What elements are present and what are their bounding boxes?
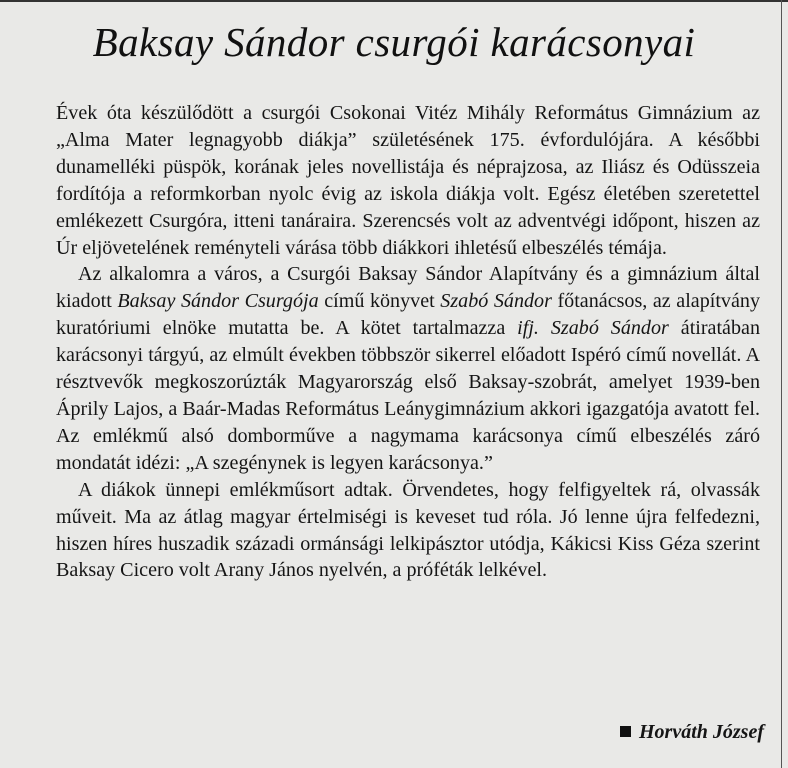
person-name: Szabó Sándor [440,290,552,313]
paragraph-2-segment: Az alkalomra a város, a Csurgói Baksay Sándor Alapítvány és a gimnázium által kiadott [56,263,760,313]
right-rule [781,0,782,768]
square-bullet-icon [620,726,631,737]
author-byline [620,721,764,744]
top-rule [0,0,788,14]
paragraph-2-segment: című könyvet [318,290,441,313]
paragraph-1-text: Évek óta készülődött a csurgói Csokonai Vitéz Mihály Református Gimnázium az „Alma Mater legnagyobb diákja” születésének 175. évfordulójára. A későbbi dunamelléki püspök, korának jeles novellistája és néprajzosa, az Iliász és Odüsszeia fordítója a reformkorban nyolc évig az iskola diákja volt. Egész életében szeretettel emlékezett Csurgóra, itteni tanáraira. Szerencsés volt az adventvégi időpont, hiszen az Úr eljövetelének reményteli várása több diákkori ihletésű elbeszélés témája. [56,102,760,259]
article-title: Baksay Sándor csurgói karácsonyai [92,19,696,65]
paragraph-3-text: A diákok ünnepi emlékműsort adtak. Örvendetes, hogy felfigyeltek rá, olvassák műveit. Ma az átlag magyar értelmiségi is keveset tud róla. Jó lenne újra felfedezni, hiszen híres huszadik századi ormánsági lelkipásztor utódja, Kákicsi Kiss Géza szerint Baksay Cicero volt Arany János nyelvén, a próféták lelkével. [56,478,760,582]
article-body [56,100,760,584]
person-name: ifj. Szabó Sándor [517,317,669,340]
author-name: Horváth József [639,721,764,743]
paragraph-2 [56,261,760,476]
paragraph-1 [56,100,760,261]
paragraph-2-segment: átiratában karácsonyi tárgyú, az elmúlt években többször sikerrel előadott Ispéró című novellát. A résztvevők megkoszorúzták Magyarország első Baksay-szobrát, amelyet 1939-ben Áprily Lajos, a Baár-Madas Református Leánygimnázium akkori igazgatója avatott fel. Az emlékmű alsó domborműve a nagymama karácsonya című elbeszélés záró mondatát idézi: „A szegénynek is legyen karácsonya.” [56,317,760,474]
paragraph-2-segment: főtanácsos, az alapítvány kuratóriumi elnöke mutatta be. A kötet tartalmazza [56,290,760,340]
paragraph-3 [56,477,760,585]
book-title: Baksay Sándor Csurgója [117,290,319,313]
